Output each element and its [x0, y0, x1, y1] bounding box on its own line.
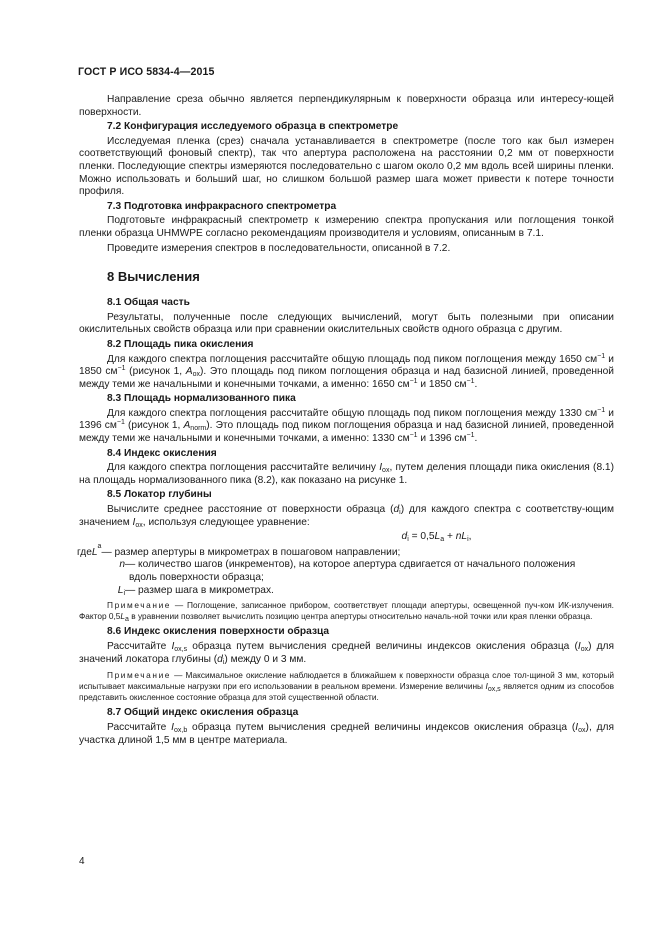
paragraph-8-4: Для каждого спектра поглощения рассчитайте величину $I_{ox}$, путем деления площади пика окисления (8.1) на площадь нормализованного пика (8.2), как показано на рисунке 1.: [79, 462, 614, 486]
heading-8-4: 8.4 Индекс окисления: [107, 447, 217, 459]
paragraph-8-7: Рассчитайте $I_{ox,b}$ образца путем вычисления средней величины индексов окисления образца $(I_{ox})$, для участка длиной 1,5 мм в центре материала.: [79, 722, 614, 746]
definition-n: n — количество шагов (инкрементов), на которое апертура сдвигается от начального положения: [119, 559, 576, 571]
page-number: 4: [79, 856, 85, 867]
heading-7-2: 7.2 Конфигурация исследуемого образца в спектрометре: [107, 121, 399, 133]
definition-li: $L_i$ — размер шага в микрометрах.: [117, 584, 274, 597]
paragraph-8-1: Результаты, полученные после следующих вычислений, могут быть полезными при описании окислительных свойств образца или при сравнении окислительных свойств одного образца с другим.: [79, 311, 614, 336]
heading-8-1: 8.1 Общая часть: [107, 297, 190, 309]
paragraph-8-3: Для каждого спектра поглощения рассчитайте общую площадь под пиком поглощения между 1330 $см^{-1}$ и 1396 $см^{-1}$ (рисунок 1, $A_{norm}$). Это площадь под пиком поглощения образца и над базисной линией, проведенной между теми же начальными и конечными точками, а именно: 1330 $см^{-1}$ и 1396 $см^{-1}$.: [79, 406, 614, 445]
paragraph-intro: Направление среза обычно является перпендикулярным к поверхности образца или интересу-ющей поверхности.: [79, 94, 614, 118]
heading-7-3: 7.3 Подготовка инфракрасного спектрометра: [107, 200, 337, 212]
note-8-6: Примечание — Максимальное окисление наблюдается в ближайшем к поверхности образца слое тол-щиной 3 мм, который испытывает максимальные нагрузки при его использовании в реальном времени. Измерение величины $I_{ox,s}$ является одним из способов представить окисленное состояние образца для этой существенной области.: [79, 670, 614, 703]
heading-8-3: 8.3 Площадь нормализованного пика: [107, 393, 296, 405]
note-8-5: Примечание — Поглощение, записанное прибором, соответствует площади апертуры, освещенной пуч-ком ИК-излучения. Фактор $0,5L_a$ в уравнении позволяет вычислить позицию центра апертуры относительно началь-ной точки или края пленки образца.: [79, 600, 614, 624]
heading-8-5: 8.5 Локатор глубины: [107, 489, 212, 501]
document-header: ГОСТ Р ИСО 5834-4—2015: [78, 66, 215, 78]
paragraph-8-6: Рассчитайте $I_{ox,s}$ образца путем вычисления средней величины индексов окисления образца $(I_{ox})$ для значений локатора глубины $(d_i)$ между 0 и 3 мм.: [79, 640, 614, 666]
heading-section-8: 8 Вычисления: [107, 269, 200, 285]
paragraph-7-3-a: Подготовьте инфракрасный спектрометр к измерению спектра пропускания или поглощения тонкой пленки образца UHMWPE согласно рекомендациям производителя и условиям, описанным в 7.1.: [79, 215, 614, 239]
heading-8-2: 8.2 Площадь пика окисления: [107, 338, 254, 350]
heading-8-7: 8.7 Общий индекс окисления образца: [107, 707, 299, 719]
paragraph-7-3-b: Проведите измерения спектров в последовательности, описанной в 7.2.: [107, 242, 451, 254]
definition-la: где L a — размер апертуры в микрометрах в пошаговом направлении;: [77, 542, 401, 558]
paragraph-7-2: Исследуемая пленка (срез) сначала устанавливается в спектрометре (после того как был измерен соответствующий фоновый спектр), так что апертура расположена на расстоянии 0,2 мм от поверхности пленки. Последующие спектры измеряются последовательно с шагом около 0,2 мм вдоль всей ширины пленки. Можно использовать и больший шаг, но слишком большой размер шага может привести к потере точности профиля.: [79, 135, 614, 198]
formula-depth-locator: $d_i = 0,5L_a + nL_i$,: [401, 531, 472, 544]
document-body: [79, 94, 614, 747]
paragraph-8-2: Для каждого спектра поглощения рассчитайте общую площадь под пиком поглощения между 1650 $см^{-1}$ и 1850 $см^{-1}$ (рисунок 1, $A_{ox}$). Это площадь под пиком поглощения образца и над базисной линией, проведенной между теми же начальными и конечными точками, а именно: 1650 $см^{-1}$ и 1850 $см^{-1}$.: [79, 352, 614, 390]
paragraph-8-5: Вычислите среднее расстояние от поверхности образца $(d_i)$ для каждого спектра с соответству-ющим значением $I_{ox}$, используя следующее уравнение:: [79, 504, 614, 529]
heading-8-6: 8.6 Индекс окисления поверхности образца: [107, 626, 330, 638]
definition-n-continued: вдоль поверхности образца;: [129, 572, 264, 583]
definitions-list: [77, 542, 614, 597]
